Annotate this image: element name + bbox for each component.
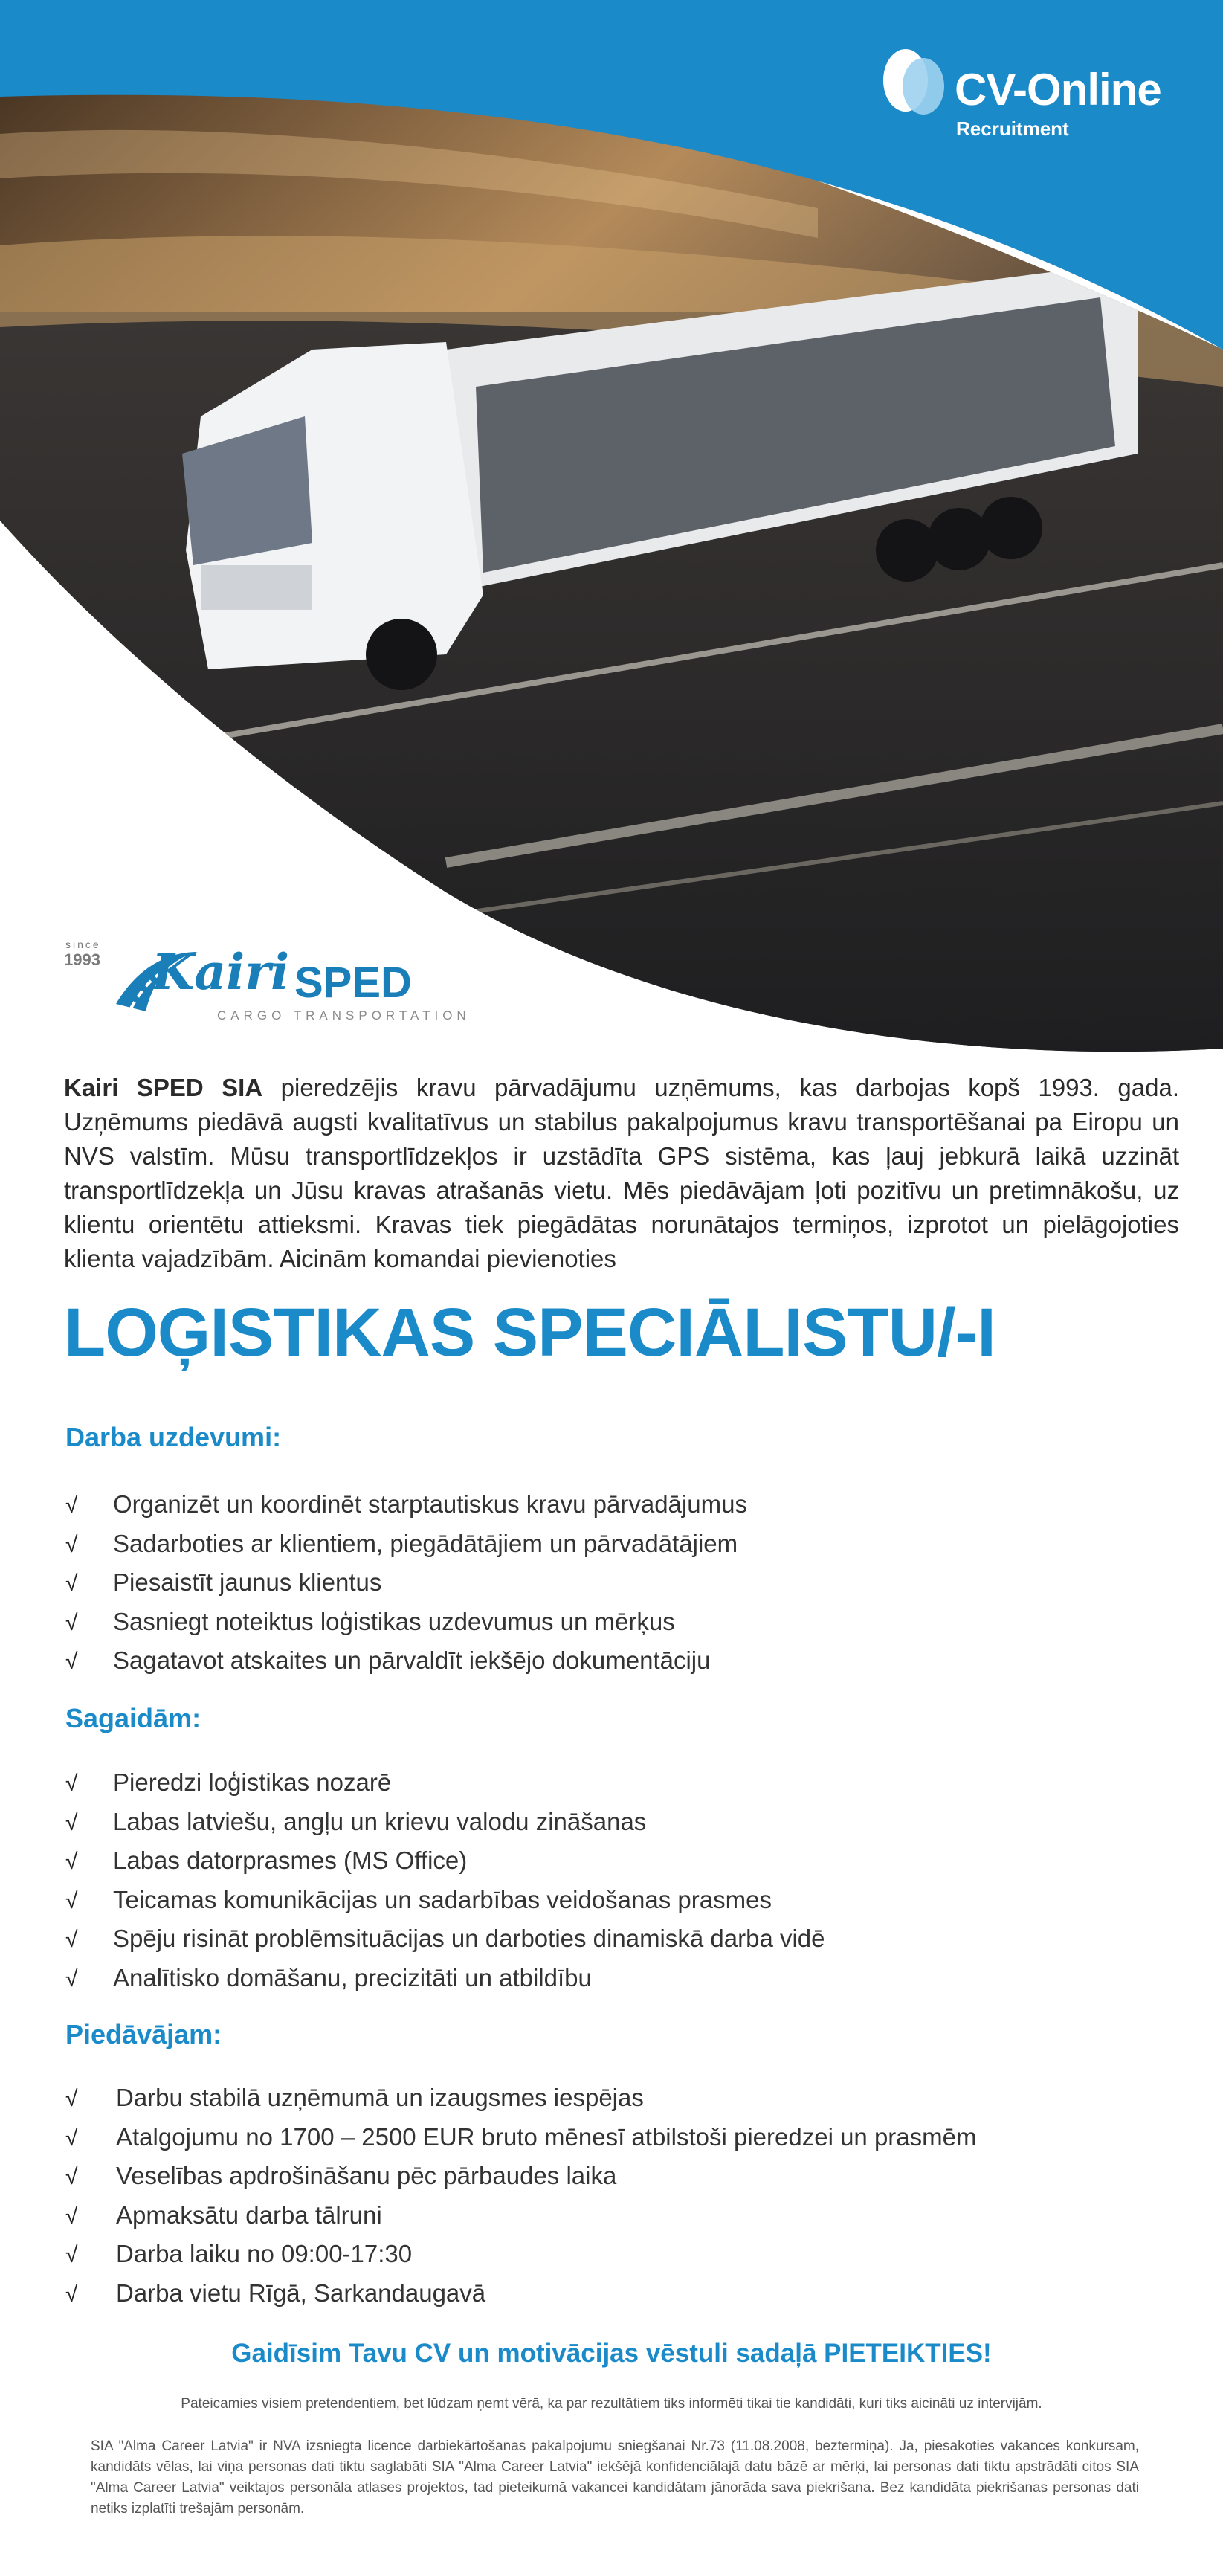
kairi-sped: SPED [294, 959, 412, 1007]
list-item: √ Darbu stabilā uzņēmumā un izaugsmes iespējas [65, 2079, 976, 2119]
list-item: √ Piesaistīt jaunus klientus [65, 1564, 747, 1603]
kairi-year: 1993 [64, 950, 100, 969]
check-icon: √ [65, 1493, 78, 1518]
list-item: √ Labas latviešu, angļu un krievu valodu zināšanas [65, 1803, 825, 1843]
intro-text: pieredzējis kravu pārvadājumu uzņēmums, kas darbojas kopš 1993. gada. Uzņēmums piedāvā augsti kvalitatīvus un stabilus pakalpojumus kravu transportēšanai pa Eiropu un NVS valstīm. Mūsu transportlīdzekļos ir uzstādīta GPS sistēma, kas ļauj jebkurā laikā uzzināt transportlīdzekļa un Jūsu kravas atrašanās vietu. Mēs piedāvājam ļoti pozitīvu un pretimnākošu, uz klientu orientētu attieksmi. Kravas tiek piegādātas norunātajos termiņos, izprotot un pielāgojoties klienta vajadzībām. Aicinām komandai pievienoties [64, 1074, 1180, 1272]
check-icon: √ [65, 1610, 78, 1635]
check-icon: √ [65, 1771, 78, 1796]
list-item: √ Teicamas komunikācijas un sadarbības veidošanas prasmes [65, 1881, 825, 1921]
kairi-sped-logo [64, 930, 480, 1034]
kairi-script: Kairi [152, 943, 290, 1001]
check-icon: √ [65, 2282, 78, 2307]
kairi-tagline: CARGO TRANSPORTATION [217, 1008, 471, 1023]
check-icon: √ [65, 2165, 78, 2189]
check-icon: √ [65, 2125, 78, 2151]
duties-heading: Darba uzdevumi: [65, 1422, 282, 1452]
expect-heading: Sagaidām: [65, 1703, 201, 1733]
kairi-since: since [65, 938, 101, 950]
job-title: LOĢISTIKAS SPECIĀLISTU/-I [64, 1295, 995, 1371]
check-icon: √ [65, 2087, 78, 2111]
cv-online-mark-icon [876, 45, 950, 119]
check-icon: √ [65, 1966, 78, 1991]
check-icon: √ [65, 1849, 78, 1874]
expect-list [65, 1764, 825, 1998]
list-item: √ Apmaksātu darba tālruni [65, 2197, 976, 2236]
list-item: √ Atalgojumu no 1700 – 2500 EUR bruto mēnesī atbilstoši pieredzei un prasmēm [65, 2119, 976, 2158]
check-icon: √ [65, 1532, 78, 1557]
hero-truck-photo [0, 0, 1223, 1056]
list-item: √ Sadarboties ar klientiem, piegādātājiem un pārvadātājiem [65, 1525, 747, 1565]
cv-online-name: CV-Online [955, 65, 1161, 115]
apply-call-to-action[interactable]: Gaidīsim Tavu CV un motivācijas vēstuli sadaļā PIETEIKTIES! [231, 2339, 992, 2368]
check-icon: √ [65, 1888, 78, 1913]
cv-online-logo[interactable] [876, 45, 1188, 149]
hero-banner [0, 0, 1223, 1056]
list-item: √ Labas datorprasmes (MS Office) [65, 1842, 825, 1881]
list-item: √ Darba vietu Rīgā, Sarkandaugavā [65, 2275, 976, 2314]
duties-list [65, 1486, 747, 1681]
check-icon: √ [65, 1928, 78, 1952]
list-item: √ Organizēt un koordinēt starptautiskus kravu pārvadājumus [65, 1486, 747, 1525]
check-icon: √ [65, 1571, 78, 1596]
company-name: Kairi SPED SIA [64, 1074, 263, 1101]
check-icon: √ [65, 2243, 78, 2267]
list-item: √ Pieredzi loģistikas nozarē [65, 1764, 825, 1803]
intro-paragraph [64, 1071, 1179, 1276]
list-item: √ Analītisko domāšanu, precizitāti un atbildību [65, 1960, 825, 1999]
check-icon: √ [65, 1810, 78, 1835]
list-item: √ Sagatavot atskaites un pārvaldīt iekšējo dokumentāciju [65, 1642, 747, 1681]
legal-notice: SIA "Alma Career Latvia" ir NVA izsniegta licence darbiekārtošanas pakalpojumu sniegšanai Nr.73 (11.08.2008, beztermiņa). Ja, piesakoties vakances konkursam, kandidāts vēlas, lai viņa personas dati tiktu saglabāti SIA "Alma Career Latvia" iekšējā konfidenciālajā datu bāzē ar mērķi, lai personas dati tiktu apstrādāti citos SIA "Alma Career Latvia" veiktajos personāla atlases projektos, tad pieteikumā vakancei kandidātam jānorāda sava piekrišana. Bez kandidāta piekrišanas personas dati netiks izplatīti trešajām personām. [91, 2438, 1139, 2517]
check-icon: √ [65, 1649, 78, 1674]
list-item: √ Veselības apdrošināšanu pēc pārbaudes laika [65, 2157, 976, 2197]
list-item: √ Sasniegt noteiktus loģistikas uzdevumus un mērķus [65, 1603, 747, 1643]
offer-heading: Piedāvājam: [65, 2019, 222, 2049]
list-item: √ Spēju risināt problēmsituācijas un darboties dinamiskā darba vidē [65, 1920, 825, 1960]
list-item: √ Darba laiku no 09:00-17:30 [65, 2235, 976, 2275]
cv-online-sub: Recruitment [956, 117, 1069, 140]
thanks-note: Pateicamies visiem pretendentiem, bet lūdzam ņemt vērā, ka par rezultātiem tiks informēti tikai tie kandidāti, kuri tiks aicināti uz intervijām. [181, 2396, 1042, 2412]
offer-list [65, 2079, 976, 2313]
check-icon: √ [65, 2203, 78, 2229]
